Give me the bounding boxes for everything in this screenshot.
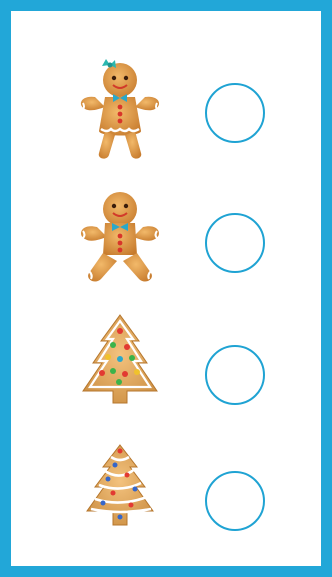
worksheet-row-3 (22, 311, 332, 441)
christmas-tree-cookie-candy-icon (75, 311, 165, 421)
worksheet-row-4 (22, 441, 332, 571)
gingerbread-girl-icon (75, 53, 165, 163)
christmas-tree-cookie-frosted-icon (75, 441, 165, 551)
worksheet-row-1 (22, 53, 332, 183)
answer-circle[interactable] (205, 83, 265, 143)
answer-circle[interactable] (205, 471, 265, 531)
gingerbread-man-icon (75, 183, 165, 293)
answer-circle[interactable] (205, 213, 265, 273)
worksheet-row-2 (22, 183, 332, 313)
answer-circle[interactable] (205, 345, 265, 405)
